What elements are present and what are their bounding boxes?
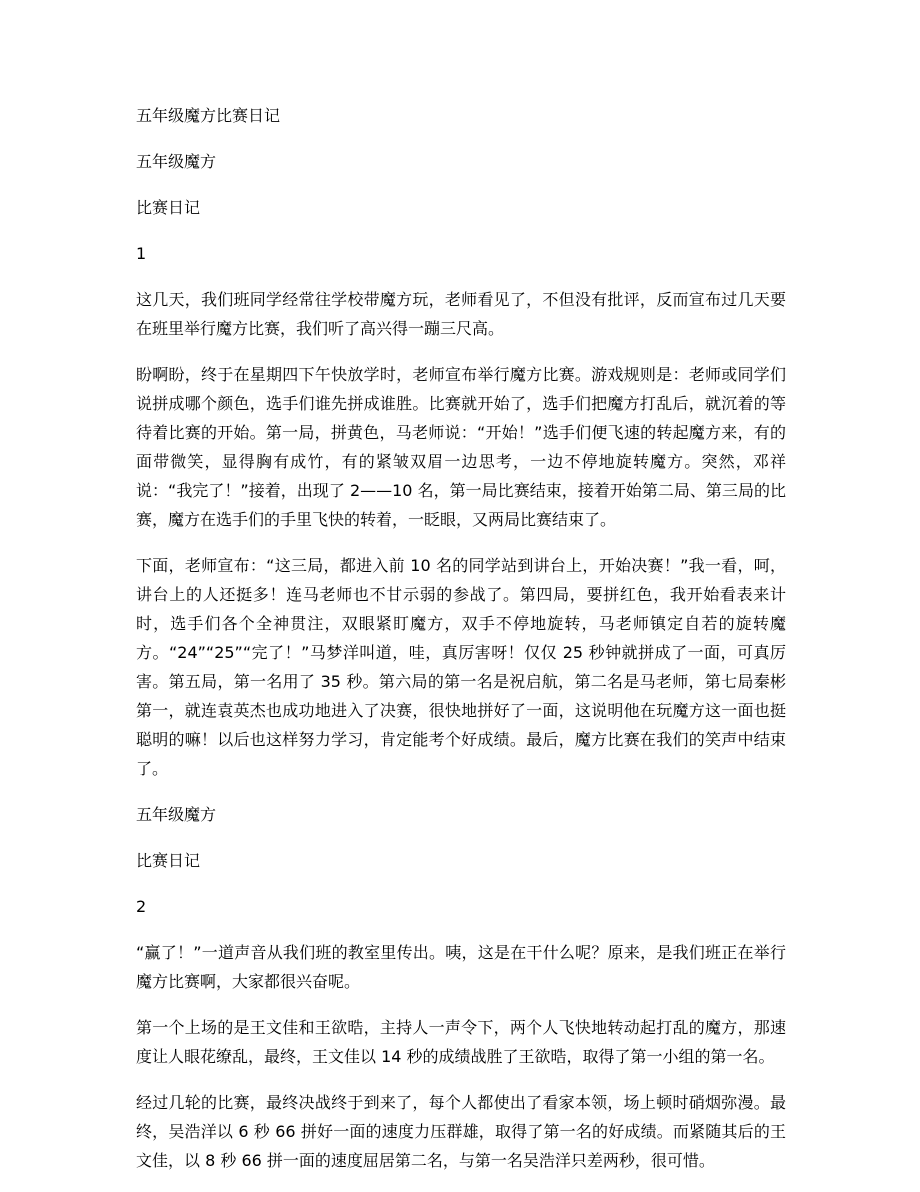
paragraph: 第一个上场的是王文佳和王欲晧，主持人一声令下，两个人飞快地转动起打乱的魔方，那速度让人眼花缭乱，最终，王文佳以 14 秒的成绩战胜了王欲晧，取得了第一小组的第一名。 (136, 1018, 786, 1066)
section-heading: 五年级魔方 (136, 805, 217, 824)
paragraph: 下面，老师宣布：“这三局，都进入前 10 名的同学站到讲台上，开始决赛！”我一看，呵，讲台上的人还挺多！连马老师也不甘示弱的参战了。第四局，要拼红色，我开始看表来计时，选手们各个全神贯注，双眼紧盯魔方，双手不停地旋转，马老师镇定自若的旋转魔方。“24”“25”“完了！”马梦洋叫道，哇，真厉害呀！仅仅 25 秒钟就拼成了一面，可真厉害。第五局，第一名用了 35 秒。第六局的第一名是祝启航，第二名是马老师，第七局秦彬第一，就连袁英杰也成功地进入了决赛，很快地拼好了一面，这说明他在玩魔方这一面也挺聪明的嘛！以后也这样努力学习，肯定能考个好成绩。最后，魔方比赛在我们的笑声中结束了。 (136, 556, 786, 778)
paragraph: 盼啊盼，终于在星期四下午快放学时，老师宣布举行魔方比赛。游戏规则是：老师或同学们说拼成哪个颜色，选手们谁先拼成谁胜。比赛就开始了，选手们把魔方打乱后，就沉着的等待着比赛的开始。第一局，拼黄色，马老师说：“开始！”选手们便飞速的转起魔方来，有的面带微笑，显得胸有成竹，有的紧皱双眉一边思考，一边不停地旋转魔方。突然，邓祥说：“我完了！”接着，出现了 2——10 名，第一局比赛结束，接着开始第二局、第三局的比赛，魔方在选手们的手里飞快的转着，一眨眼，又两局比赛结束了。 (136, 365, 786, 529)
section-number: 2 (136, 897, 147, 916)
section-heading: 五年级魔方 (136, 152, 217, 171)
paragraph: 经过几轮的比赛，最终决战终于到来了，每个人都使出了看家本领，场上顿时硝烟弥漫。最终，吴浩洋以 6 秒 66 拼好一面的速度力压群雄，取得了第一名的好成绩。而紧随其后的王文佳，以 8 秒 66 拼一面的速度屈居第二名，与第一名吴浩洋只差两秒，很可惜。 (136, 1093, 786, 1170)
paragraph: 这几天，我们班同学经常往学校带魔方玩，老师看见了，不但没有批评，反而宣布过几天要在班里举行魔方比赛，我们听了高兴得一蹦三尺高。 (136, 290, 786, 338)
section-number: 1 (136, 244, 147, 263)
document-page (136, 101, 786, 1192)
paragraph: “赢了！”一道声音从我们班的教室里传出。咦，这是在干什么呢？原来，是我们班正在举行魔方比赛啊，大家都很兴奋呢。 (136, 943, 786, 991)
document-title: 五年级魔方比赛日记 (136, 106, 281, 125)
section-heading: 比赛日记 (136, 851, 201, 870)
section-heading: 比赛日记 (136, 198, 201, 217)
